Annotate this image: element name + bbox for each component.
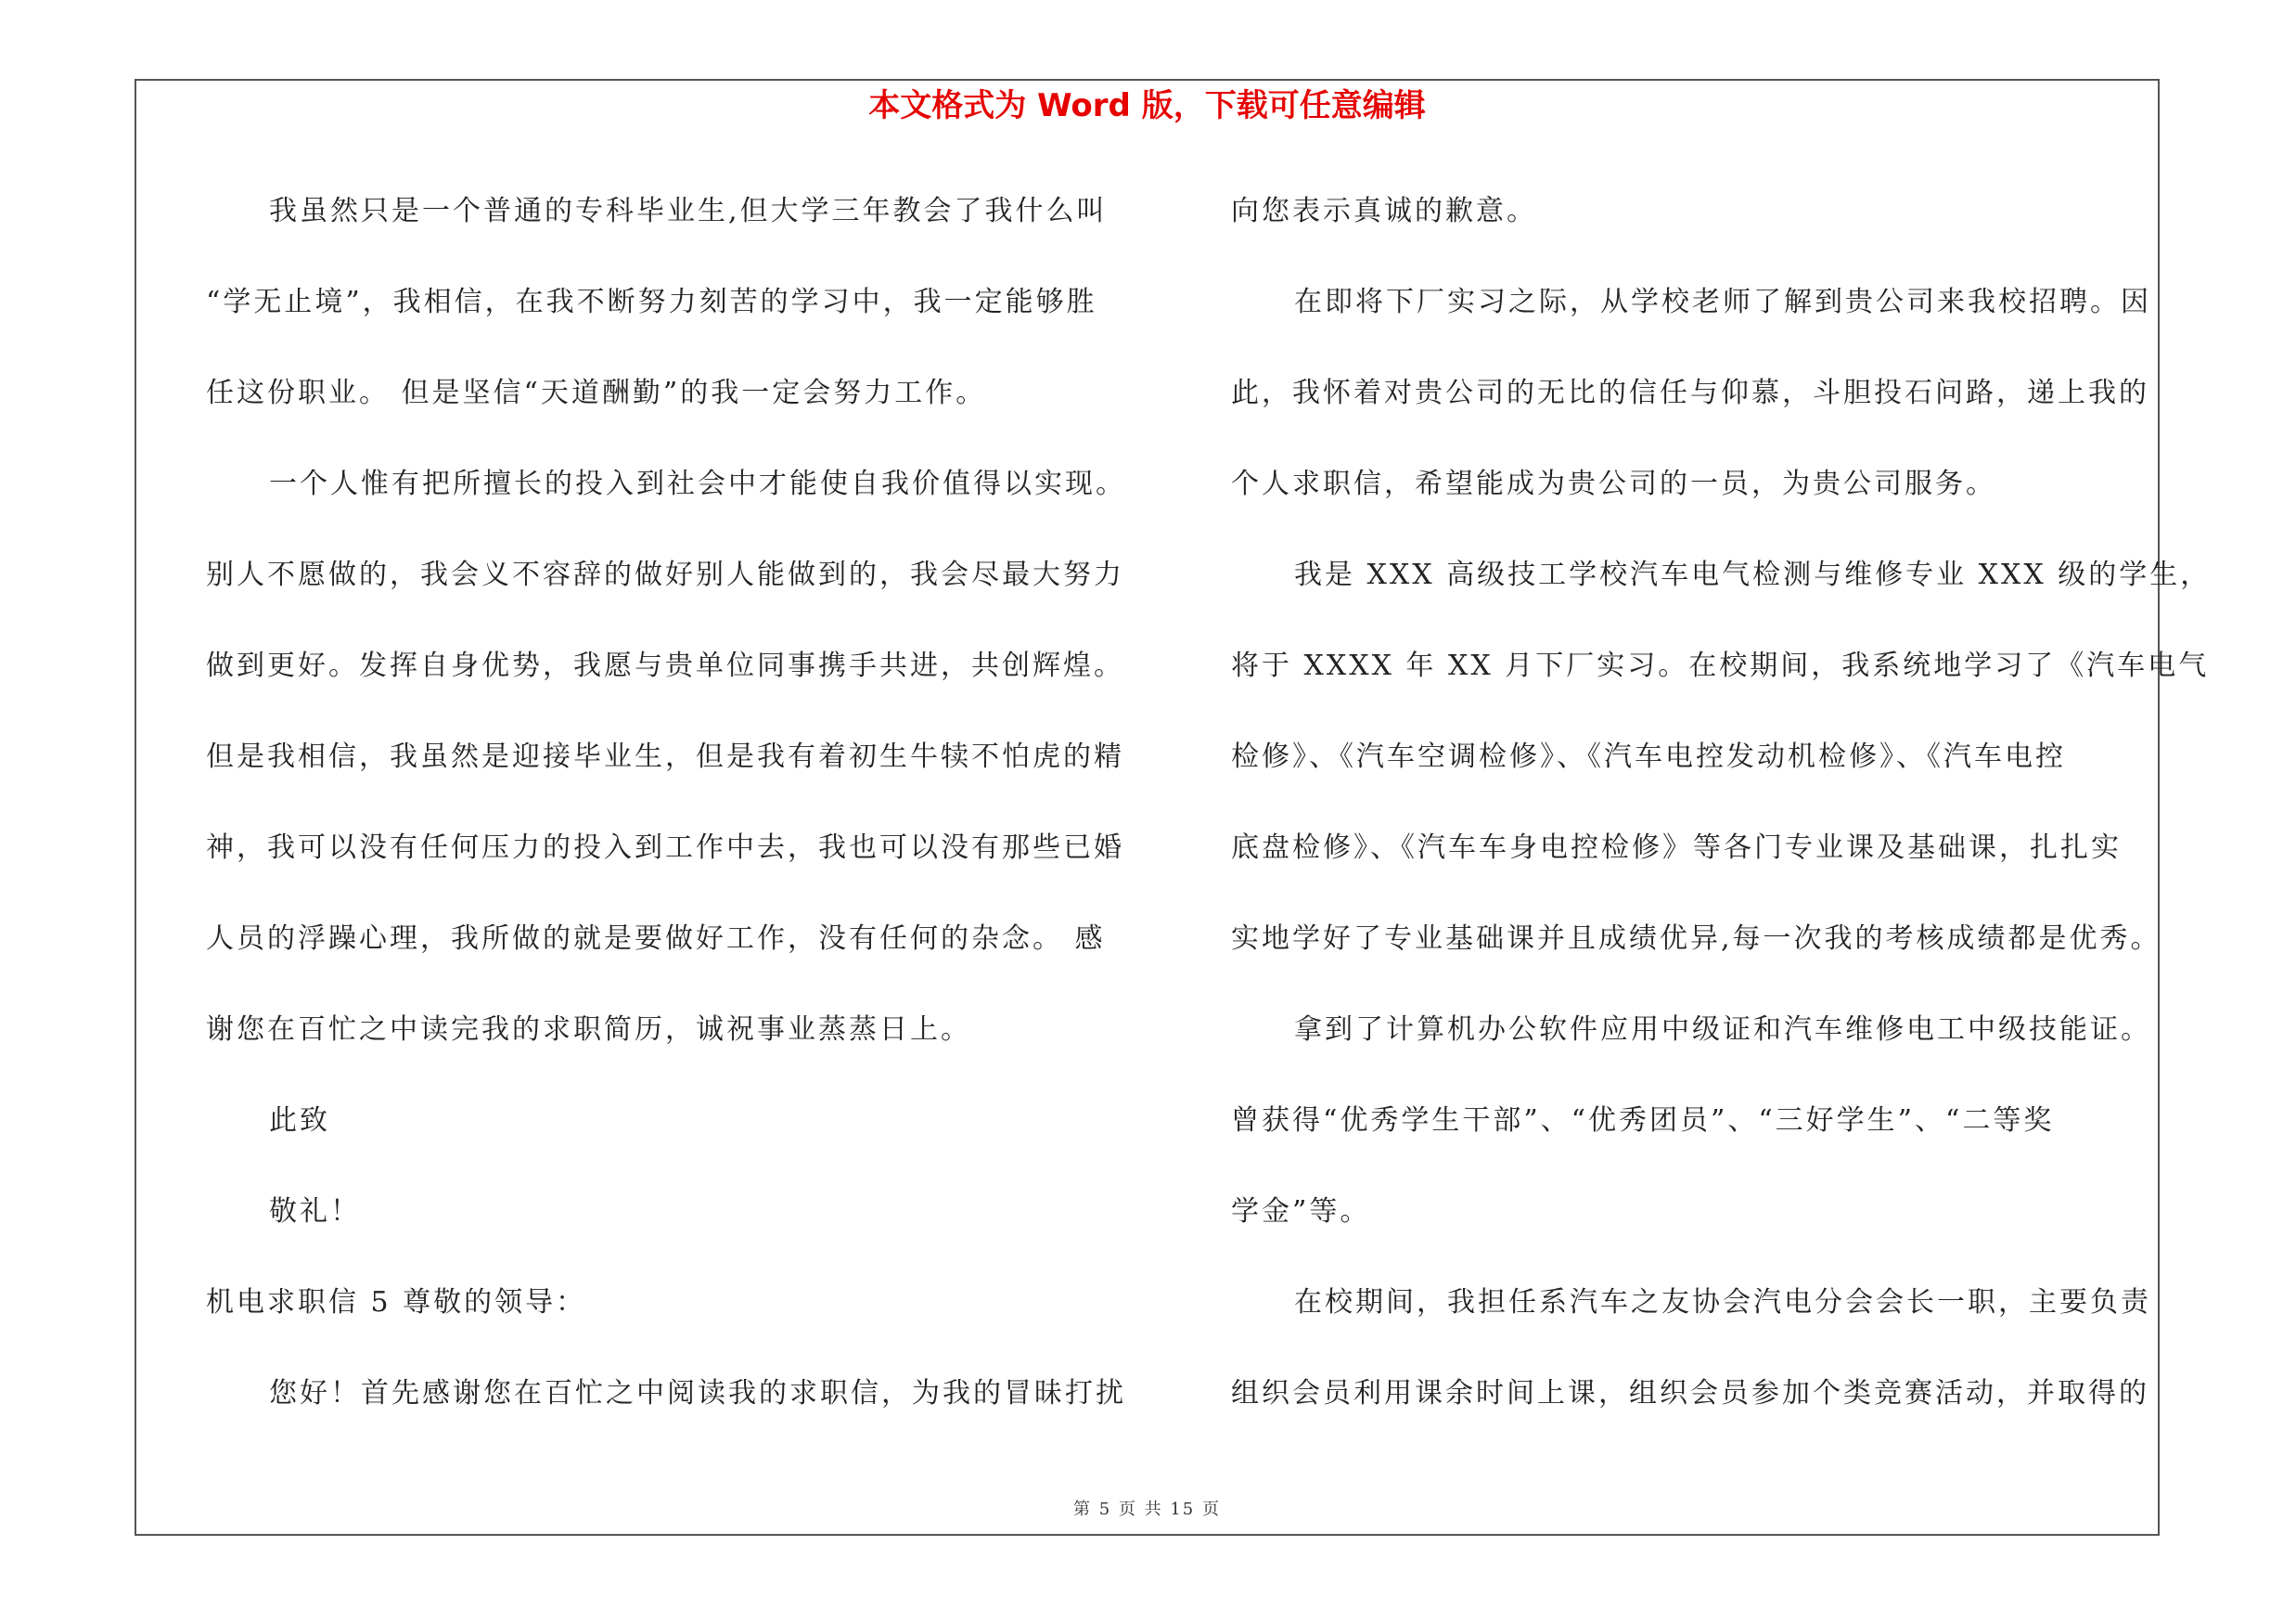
text-line: 实地学好了专业基础课并且成绩优异,每一次我的考核成绩都是优秀。 — [1231, 922, 2161, 955]
text-line: 底盘检修》、《汽车车身电控检修》等各门专业课及基础课，扎扎实 — [1231, 831, 2122, 864]
text-line: 此，我怀着对贵公司的无比的信任与仰慕，斗胆投石问路，递上我的 — [1231, 377, 2149, 409]
text-line: 我是 XXX 高级技工学校汽车电气检测与维修专业 XXX 级的学生， — [1294, 559, 2212, 591]
text-line: 在即将下厂实习之际，从学校老师了解到贵公司来我校招聘。因 — [1294, 286, 2151, 318]
text-line: 您好！首先感谢您在百忙之中阅读我的求职信，为我的冒昧打扰 — [269, 1377, 1126, 1410]
text-line: 任这份职业。 但是坚信“天道酬勤”的我一定会努力工作。 — [206, 377, 987, 409]
text-line: 检修》、《汽车空调检修》、《汽车电控发动机检修》、《汽车电控 — [1231, 741, 2066, 773]
text-line: 此致 — [269, 1104, 330, 1137]
text-line: 学金”等。 — [1231, 1195, 1371, 1228]
text-line: 人员的浮躁心理，我所做的就是要做好工作，没有任何的杂念。 感 — [206, 922, 1106, 955]
text-line: 将于 XXXX 年 XX 月下厂实习。在校期间，我系统地学习了《汽车电气 — [1231, 650, 2210, 682]
format-banner: 本文格式为 Word 版，下载可任意编辑 — [868, 87, 1426, 124]
text-line: 一个人惟有把所擅长的投入到社会中才能使自我价值得以实现。 — [269, 468, 1126, 500]
text-line: 曾获得“优秀学生干部”、“优秀团员”、“三好学生”、“二等奖 — [1231, 1104, 2055, 1137]
text-line: 拿到了计算机办公软件应用中级证和汽车维修电工中级技能证。 — [1294, 1013, 2151, 1046]
text-line: 但是我相信，我虽然是迎接毕业生，但是我有着初生牛犊不怕虎的精 — [206, 741, 1124, 773]
document-page — [135, 79, 2212, 1536]
text-line: “学无止境”，我相信，在我不断努力刻苦的学习中，我一定能够胜 — [206, 286, 1097, 318]
text-line: 机电求职信 5 尊敬的领导： — [206, 1286, 587, 1319]
text-line: 谢您在百忙之中读完我的求职简历，诚祝事业蒸蒸日上。 — [206, 1013, 971, 1046]
text-line: 别人不愿做的，我会义不容辞的做好别人能做到的，我会尽最大努力 — [206, 559, 1124, 591]
text-line: 敬礼！ — [269, 1195, 361, 1228]
text-line: 做到更好。发挥自身优势，我愿与贵单位同事携手共进，共创辉煌。 — [206, 650, 1124, 682]
page-number: 第 5 页 共 15 页 — [1073, 1500, 1221, 1519]
text-line: 向您表示真诚的歉意。 — [1231, 195, 1537, 227]
text-line: 我虽然只是一个普通的专科毕业生,但大学三年教会了我什么叫 — [269, 195, 1108, 227]
text-line: 在校期间，我担任系汽车之友协会汽电分会会长一职，主要负责 — [1294, 1286, 2151, 1319]
text-line: 神，我可以没有任何压力的投入到工作中去，我也可以没有那些已婚 — [206, 831, 1124, 864]
text-line: 个人求职信，希望能成为贵公司的一员，为贵公司服务。 — [1231, 468, 1996, 500]
text-line: 组织会员利用课余时间上课，组织会员参加个类竞赛活动，并取得的 — [1231, 1377, 2149, 1410]
